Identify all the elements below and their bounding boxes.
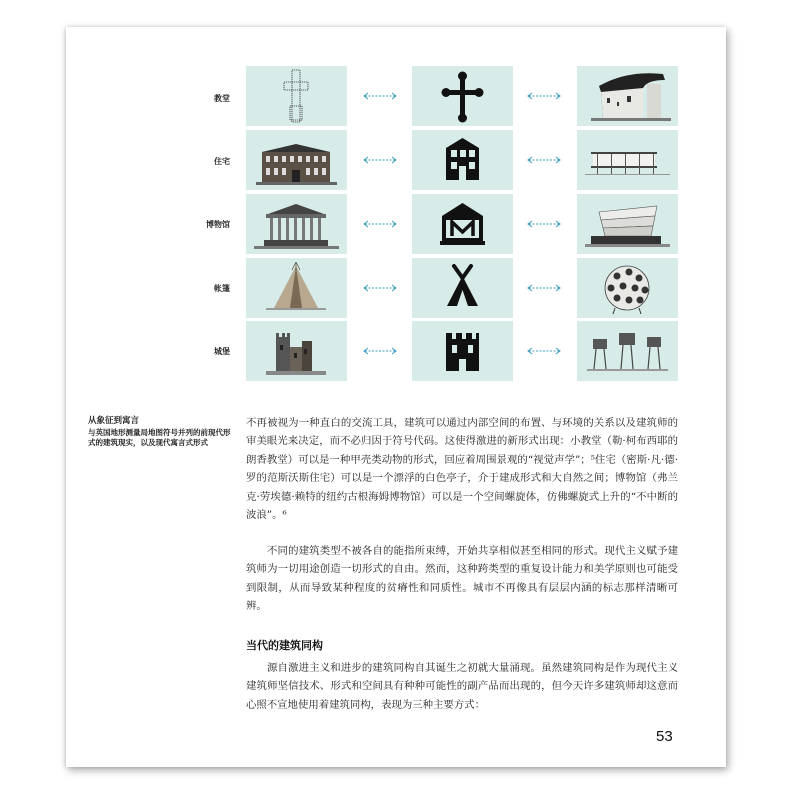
double-arrow-icon	[526, 219, 562, 229]
tile-house-image	[246, 130, 347, 190]
tile-church-plan-image	[246, 66, 347, 126]
tile-farnsworth-house-image	[577, 130, 678, 190]
row-label-tent: 帐篷	[214, 284, 230, 293]
row-label-castle: 城堡	[214, 347, 230, 356]
tile-tent-symbol	[412, 258, 513, 318]
section-paragraph: 源自激进主义和进步的建筑同构自其诞生之初就大量涌现。虽然建筑同构是作为现代主义建筑师坚信技术、形式和空间具有种种可能性的副产品而出现的，但今天许多建筑师却这意而心照不宣地使用着建筑同构，表现为三种主要方式：	[246, 662, 678, 711]
caption-text: 与英国地形测量局地图符号并列的前现代形式的建筑现实，以及现代寓言式形式	[88, 427, 231, 447]
tile-castle-symbol	[412, 321, 513, 381]
figure-caption	[88, 416, 233, 449]
double-arrow-icon	[362, 219, 398, 229]
tile-geodesic-dome-image	[577, 258, 678, 318]
double-arrow-icon	[362, 91, 398, 101]
tile-church-symbol	[412, 66, 513, 126]
double-arrow-icon	[526, 155, 562, 165]
row-label-house: 住宅	[214, 157, 230, 166]
tile-pod-structures-image	[577, 321, 678, 381]
caption-title: 从象征到寓言	[88, 416, 140, 426]
double-arrow-icon	[362, 346, 398, 356]
body-paragraph-1: 不再被视为一种直白的交流工具，建筑可以通过内部空间的布置、与环境的关系以及建筑师的审美眼光来决定，而不必归因于符号代码。这使得激进的新形式出现：小教堂（勒·柯布西耶的朗香教堂）可以是一种甲壳类动物的形式，回应着周围景观的“视觉声学”；⁵住宅（密斯·凡·德·罗的范斯沃斯住宅）可以是一个漂浮的白色亭子，介于建成形式和大自然之间；博物馆（弗兰克·劳埃德·赖特的纽约古根海姆博物馆）可以是一个空间螺旋体，仿佛螺旋式上升的“不中断的波浪”。⁶	[246, 417, 678, 522]
page-number: 53	[656, 728, 673, 745]
tile-museum-image	[246, 194, 347, 254]
tile-guggenheim-image	[577, 194, 678, 254]
double-arrow-icon	[526, 283, 562, 293]
double-arrow-icon	[362, 155, 398, 165]
row-label-museum: 博物馆	[206, 220, 230, 229]
tile-ronchamp-chapel-image	[577, 66, 678, 126]
tile-house-symbol	[412, 130, 513, 190]
row-label-church: 教堂	[214, 94, 230, 103]
section-heading: 当代的建筑同构	[246, 639, 323, 652]
tile-tent-image	[246, 258, 347, 318]
double-arrow-icon	[362, 283, 398, 293]
body-paragraph-2: 不同的建筑类型不被各自的能指所束缚，开始共享相似甚至相同的形式。现代主义赋予建筑师为一切用途创造一切形式的自由。然而，这种跨类型的重复设计能力和美学原则也可能受到限制，从而导致某种程度的贫瘠性和同质性。城市不再像具有层层内涵的标志那样清晰可辨。	[246, 545, 678, 613]
tile-castle-image	[246, 321, 347, 381]
double-arrow-icon	[526, 346, 562, 356]
tile-museum-symbol	[412, 194, 513, 254]
double-arrow-icon	[526, 91, 562, 101]
